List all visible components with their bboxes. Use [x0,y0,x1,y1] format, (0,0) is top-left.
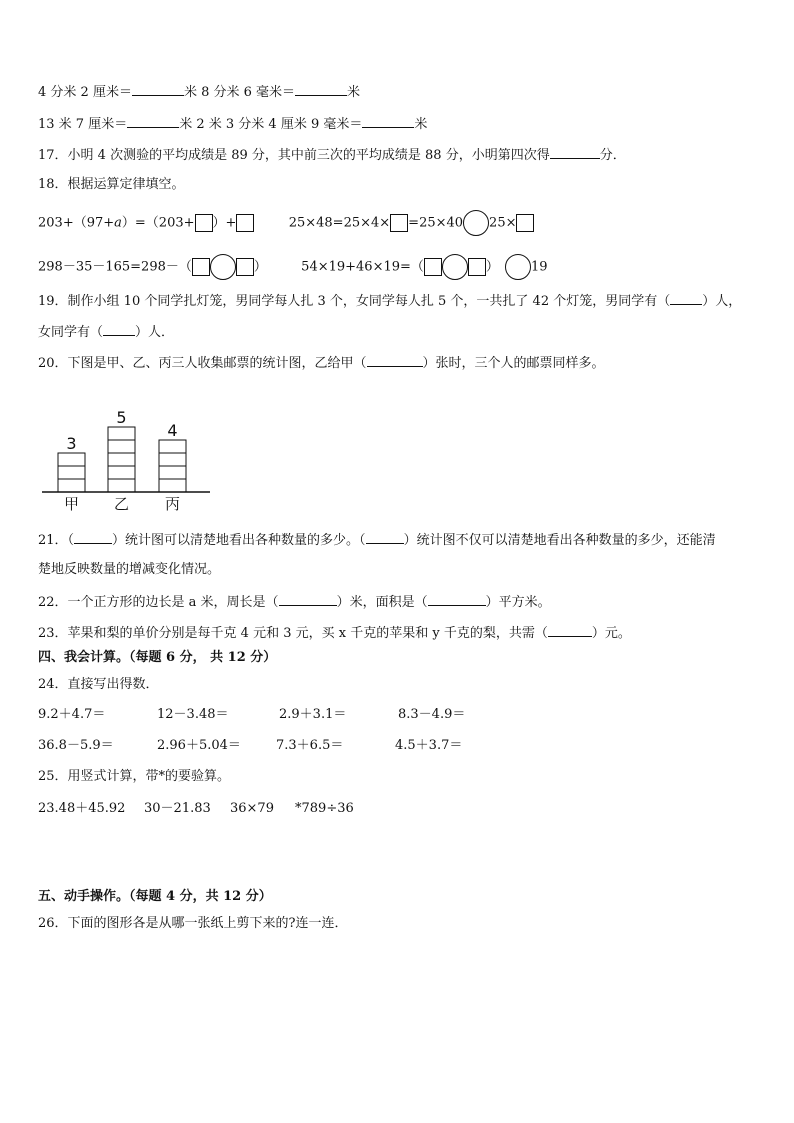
bar-cell [58,466,85,479]
text: ） [253,259,267,275]
category-label: 甲 [63,495,80,513]
text: 17．小明 4 次测验的平均成绩是 89 分，其中前三次的平均成绩是 88 分，小明第四次得 [38,148,550,163]
answer-blank[interactable] [550,145,600,159]
answer-blank[interactable] [132,82,184,96]
question-21-cont [38,561,220,579]
conversion-line-2 [38,114,427,134]
text: 女同学有（ [38,325,104,340]
text: 18．根据运算定律填空。 [38,177,185,192]
text: 23．苹果和梨的单价分别是每千克 4 元和 3 元，买 x 千克的苹果和 y 千克的梨，共需（ [38,626,548,641]
bar-cell [58,479,85,492]
category-label: 丙 [164,495,181,513]
text: 4 分米 2 厘米＝ [38,85,132,100]
category-label: 乙 [113,495,130,513]
text: 19 [530,259,548,275]
text: =25×40 [408,215,464,231]
operator-circle[interactable] [442,254,468,280]
bar-cell [108,479,135,492]
data-label: 4 [167,421,178,440]
question-17 [38,145,626,165]
calc-item: 8.3－4.9＝ [398,707,466,722]
answer-blank[interactable] [279,592,337,606]
text: ）=（203+ [121,215,195,231]
calc-item: 7.3＋6.5＝ [276,738,344,753]
answer-blank[interactable] [428,592,486,606]
question-19 [38,291,741,311]
text: 24．直接写出得数． [38,677,159,692]
answer-blank[interactable] [103,322,135,336]
vertical-calc-item: *789÷36 [295,801,354,816]
question-20 [38,353,605,373]
text: ）元。 [591,626,631,641]
vertical-calc-item: 23.48＋45.92 [38,801,126,816]
data-label: 3 [66,434,77,453]
question-19-cont [38,322,174,342]
calc-item: 4.5＋3.7＝ [395,738,463,753]
section-5-heading [38,888,272,906]
text: ）统计图不仅可以清楚地看出各种数量的多少，还能清 [403,533,716,548]
question-21 [38,530,716,550]
text: 22．一个正方形的边长是 a 米，周长是（ [38,595,279,610]
text: 25．用竖式计算，带*的要验算。 [38,769,231,784]
text: 13 米 7 厘米＝ [38,117,128,132]
answer-blank[interactable] [548,623,592,637]
text: 298－35－165=298－（ [38,259,192,275]
text: 米 [414,117,428,132]
answer-box[interactable] [236,214,254,232]
bar-cell [159,453,186,466]
text: 米 2 米 3 分米 4 厘米 9 毫米＝ [179,117,363,132]
text: 楚地反映数量的增减变化情况。 [38,562,221,577]
vertical-calc-item: 36×79 [230,801,274,816]
answer-box[interactable] [468,258,486,276]
variable-a: a [114,215,122,231]
question-18-row-1 [38,210,534,236]
answer-box[interactable] [424,258,442,276]
text: 四、我会计算。（每题 6 分， 共 12 分） [38,650,277,665]
calc-item: 2.96＋5.04＝ [157,738,241,753]
text: 25×48=25×4× [288,215,391,231]
question-18-row-2 [38,254,547,280]
calc-item: 2.9＋3.1＝ [279,707,347,722]
text: ）人， [702,294,742,309]
question-22 [38,592,551,612]
calc-item: 36.8－5.9＝ [38,738,114,753]
text: 20．下图是甲、乙、丙三人收集邮票的统计图，乙给甲（ [38,356,367,371]
answer-box[interactable] [195,214,213,232]
question-25 [38,768,230,786]
text: 54×19+46×19=（ [301,259,424,275]
answer-blank[interactable] [295,82,347,96]
answer-box[interactable] [516,214,534,232]
bar-cell [159,440,186,453]
text: ）米，面积是（ [336,595,428,610]
text: 26．下面的图形各是从哪一张纸上剪下来的?连一连． [38,916,348,931]
vertical-calc-item: 30－21.83 [144,801,211,816]
bar-cell [108,427,135,440]
question-18 [38,176,185,194]
question-26 [38,915,348,933]
conversion-line-1 [38,82,360,102]
calc-item: 12－3.48＝ [157,707,229,722]
text: 25× [489,215,517,231]
text: 五、动手操作。（每题 4 分，共 12 分） [38,889,272,904]
text: 203+（97+ [38,215,115,231]
text: ）平方米。 [485,595,551,610]
text: ）+ [212,215,237,231]
answer-box[interactable] [390,214,408,232]
stamp-bar-chart [38,384,218,518]
answer-blank[interactable] [74,530,112,544]
answer-box[interactable] [192,258,210,276]
text: 19．制作小组 10 个同学扎灯笼，男同学每人扎 3 个，女同学每人扎 5 个，一共扎了 42 个灯笼，男同学有（ [38,294,671,309]
data-label: 5 [116,408,127,427]
bar-cell [108,440,135,453]
operator-circle[interactable] [505,254,531,280]
answer-blank[interactable] [367,353,423,367]
text: 米 [347,85,361,100]
text: 米 8 分米 6 毫米＝ [183,85,296,100]
answer-blank[interactable] [670,291,702,305]
calc-item: 9.2＋4.7＝ [38,707,106,722]
text: ）张时，三个人的邮票同样多。 [422,356,605,371]
answer-blank[interactable] [366,530,404,544]
question-24 [38,676,159,694]
text: ） [485,259,499,275]
text: 分． [599,148,626,163]
answer-blank[interactable] [362,114,414,128]
bar-cell [108,466,135,479]
bar-cell [159,466,186,479]
bar-cell [108,453,135,466]
bar-cell [58,453,85,466]
bar-cell [159,479,186,492]
text: 21．（ [38,533,75,548]
text: ）人． [135,325,175,340]
answer-blank[interactable] [127,114,179,128]
answer-box[interactable] [236,258,254,276]
operator-circle[interactable] [463,210,489,236]
text: ）统计图可以清楚地看出各种数量的多少。（ [112,533,366,548]
operator-circle[interactable] [210,254,236,280]
question-23 [38,623,631,643]
section-4-heading [38,649,276,667]
